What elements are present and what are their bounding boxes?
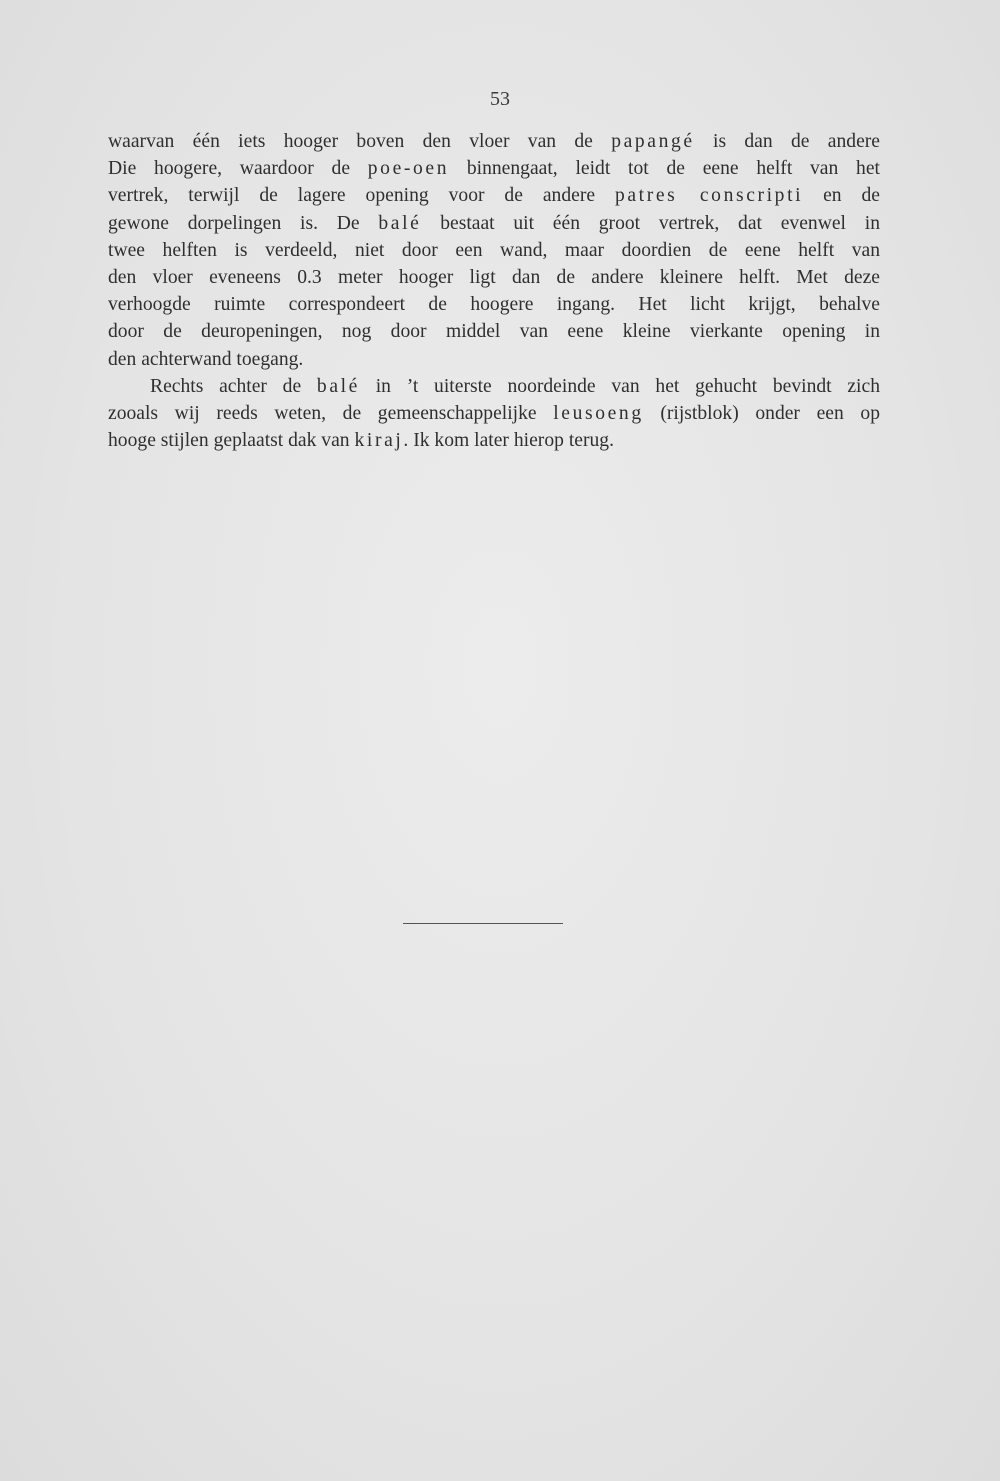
text-line [108,237,880,264]
text-run: vertrek, terwijl de lagere opening voor de andere [108,185,615,207]
text-line [108,210,880,237]
text-run: hooge stijlen geplaatst dak van [108,430,355,452]
text-run: en de [803,185,880,207]
section-separator-rule [403,923,563,924]
text-run: bestaat uit één groot vertrek, dat evenwel in [421,212,880,234]
text-line [108,427,880,454]
text-run: binnengaat, leidt tot de eene helft van het [449,158,880,180]
text-run: verhoogde ruimte correspondeert de hoogere ingang. Het licht krijgt, behalve [108,294,880,316]
text-run: is dan de andere [694,131,880,152]
spaced-term: kiraj [354,430,404,452]
spaced-term: balé [378,212,422,234]
text-line [108,128,880,155]
text-line [108,182,880,209]
text-run: den vloer eveneens 0.3 meter hooger ligt dan de andere kleinere helft. Met deze [108,267,880,289]
text-line [108,264,880,291]
text-run: in ’t uiterste noordeinde van het gehucht bevindt zich [359,375,880,397]
text-run: waarvan één iets hooger boven den vloer van de [108,131,612,152]
spaced-term: patres conscripti [614,185,804,207]
paragraph [108,373,880,455]
text-line [108,400,880,427]
text-line [108,291,880,318]
spaced-term: leusoeng [553,403,644,425]
text-line [108,155,880,182]
text-run: zooals wij reeds weten, de gemeenschappelijke [108,403,554,425]
text-run: Rechts achter de [150,375,317,397]
text-run: twee helften is verdeeld, niet door een wand, maar doordien de eene helft van [108,239,880,261]
text-run: Die hoogere, waardoor de [108,158,368,180]
spaced-term: poe-oen [367,158,450,180]
text-run: (rijstblok) onder een op [643,403,881,425]
spaced-term: papangé [611,131,695,152]
text-run: . Ik kom later hierop terug. [403,430,614,452]
text-run: door de deuropeningen, nog door middel van eene kleine vierkante opening in [108,321,880,343]
spaced-term: balé [316,375,360,397]
body-text [108,128,880,454]
text-line [108,346,880,373]
text-run: gewone dorpelingen is. De [108,212,379,234]
page-number: 53 [490,88,510,110]
text-line [108,373,880,400]
paragraph [108,128,880,373]
text-line [108,318,880,345]
text-run: den achterwand toegang. [108,348,304,370]
